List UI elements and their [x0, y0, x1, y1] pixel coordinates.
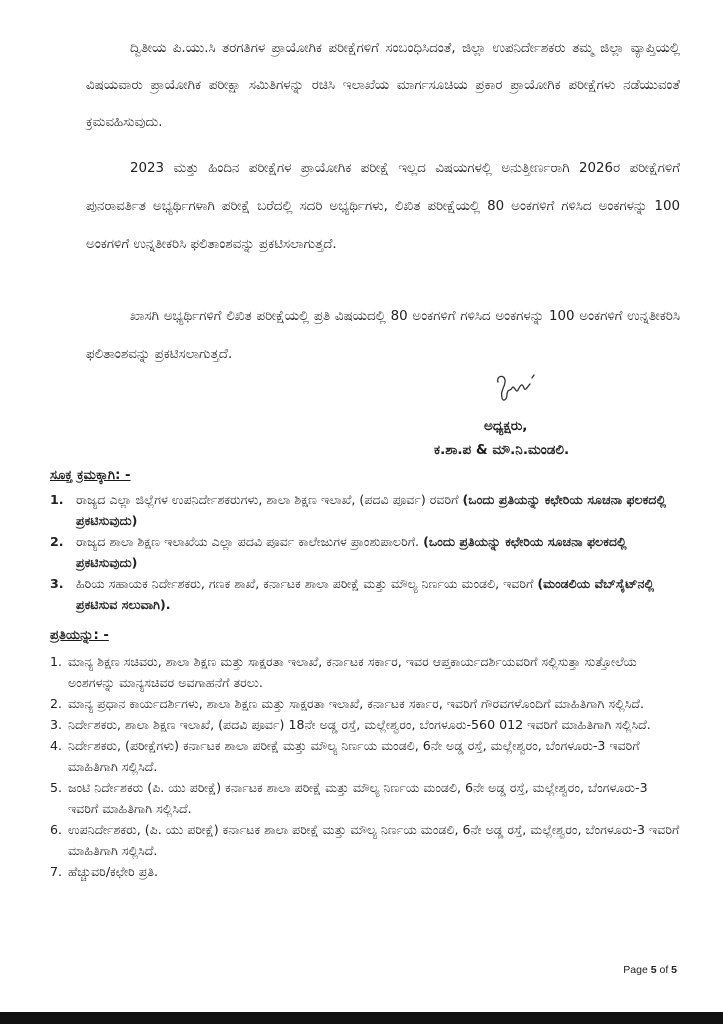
item-tail: . [165, 597, 171, 612]
total-pages: 5 [671, 964, 677, 976]
copy-list-item [50, 861, 680, 882]
item-bold-note: (ಒಂದು ಪ್ರತಿಯನ್ನು ಕಛೇರಿಯ ಸೂಚನಾ ಫಲಕದಲ್ಲಿ ಪ್ರಕಟಿಸುವುದು) [76, 534, 627, 570]
item-text: ಹಿರಿಯ ಸಹಾಯಕ ನಿರ್ದೇಶಕರು, ಗಣಕ ಶಾಖೆ, ಕರ್ನಾಟಕ ಶಾಲಾ ಪರೀಕ್ಷೆ ಮತ್ತು ಮೌಲ್ಯ ನಿರ್ಣಯ ಮಂಡಲಿ, ಇವರಿಗೆ [76, 576, 538, 591]
copy-list [50, 651, 680, 882]
paragraph-practical-exams [86, 30, 680, 141]
bottom-border-bar [0, 1012, 723, 1024]
item-text: ಮಾನ್ಯ ಪ್ರಧಾನ ಕಾರ್ಯದರ್ಶಿಗಳು, ಶಾಲಾ ಶಿಕ್ಷಣ ಮತ್ತು ಸಾಕ್ಷರತಾ ಇಲಾಖೆ, ಕರ್ನಾಟಕ ಸರ್ಕಾರ, ಇವರಿಗೆ ಗೌರವಗಳೊಂದಿಗೆ ಮಾಹಿತಿಗಾಗಿ ಸಲ್ಲಿಸಿದೆ. [68, 696, 644, 711]
paragraph-repeat-candidates [86, 150, 680, 264]
item-number: 1. [50, 654, 63, 669]
item-text: ಉಪನಿರ್ದೇಶಕರು, (ಪಿ. ಯು ಪರೀಕ್ಷೆ) ಕರ್ನಾಟಕ ಶಾಲಾ ಪರೀಕ್ಷೆ ಮತ್ತು ಮೌಲ್ಯ ನಿರ್ಣಯ ಮಂಡಲಿ, 6ನೇ ಅಡ್ಡ ರಸ್ತೆ, ಮಲ್ಲೇಶ್ವರಂ, ಬೆಂಗಳೂರು-3 ಇವರಿಗೆ ಮಾಹಿತಿಗಾಗಿ ಸಲ್ಲಿಸಿದೆ. [68, 822, 680, 858]
item-text: ನಿರ್ದೇಶಕರು, ಶಾಲಾ ಶಿಕ್ಷಣ ಇಲಾಖೆ, (ಪದವಿ ಪೂರ್ವ) 18ನೇ ಅಡ್ಡ ರಸ್ತೆ, ಮಲ್ಲೇಶ್ವರಂ, ಬೆಂಗಳೂರು-560 012 ಇವರಿಗೆ ಮಾಹಿತಿಗಾಗಿ ಸಲ್ಲಿಸಿದೆ. [68, 717, 651, 732]
page-number [623, 964, 677, 976]
item-text: ಹೆಚ್ಚುವರಿ/ಕಛೇರಿ ಪ್ರತಿ. [68, 864, 159, 879]
action-list-item [50, 489, 680, 531]
paragraph-text: ದ್ವಿತೀಯ ಪಿ.ಯು.ಸಿ ತರಗತಿಗಳ ಪ್ರಾಯೋಗಿಕ ಪರೀಕ್ಷೆಗಳಿಗೆ ಸಂಬಂಧಿಸಿದಂತೆ, ಜಿಲ್ಲಾ ಉಪನಿರ್ದೇಶಕರು ತಮ್ಮ ಜಿಲ್ಲಾ ವ್ಯಾಪ್ತಿಯಲ್ಲಿ ವಿಷಯವಾರು ಪ್ರಾಯೋಗಿಕ ಪರೀಕ್ಷಾ ಸಮಿತಿಗಳನ್ನು ರಚಿಸಿ ಇಲಾಖೆಯ ಮಾರ್ಗಸೂಚಿಯ ಪ್ರಕಾರ ಪ್ರಾಯೋಗಿಕ ಪರೀಕ್ಷೆಗಳು ನಡೆಯುವಂತೆ ಕ್ರಮವಹಿಸುವುದು. [86, 41, 680, 130]
paragraph-private-candidates [86, 298, 680, 374]
signatory-title: ಅಧ್ಯಕ್ಷರು, [484, 418, 528, 434]
copy-section-heading: ಪ್ರತಿಯನ್ನು: - [50, 628, 109, 643]
copy-list-item [50, 819, 680, 861]
item-number: 4. [50, 738, 63, 753]
item-text: ರಾಜ್ಯದ ಶಾಲಾ ಶಿಕ್ಷಣ ಇಲಾಖೆಯ ಎಲ್ಲಾ ಪದವಿ ಪೂರ್ವ ಕಾಲೇಜುಗಳ ಪ್ರಾಂಶುಪಾಲರಿಗೆ. [76, 534, 424, 549]
item-number: 6. [50, 822, 63, 837]
copy-list-item [50, 651, 680, 693]
action-list-item [50, 573, 680, 615]
item-number: 7. [50, 864, 63, 879]
page-prefix: Page [623, 964, 651, 976]
action-list [50, 489, 680, 615]
item-text: ನಿರ್ದೇಶಕರು, (ಪರೀಕ್ಷೆಗಳು) ಕರ್ನಾಟಕ ಶಾಲಾ ಪರೀಕ್ಷೆ ಮತ್ತು ಮೌಲ್ಯ ನಿರ್ಣಯ ಮಂಡಲಿ, 6ನೇ ಅಡ್ಡ ರಸ್ತೆ, ಮಲ್ಲೇಶ್ವರಂ, ಬೆಂಗಳೂರು-3 ಇವರಿಗೆ ಮಾಹಿತಿಗಾಗಿ ಸಲ್ಲಿಸಿದೆ. [68, 738, 640, 774]
item-text: ಜಂಟಿ ನಿರ್ದೇಶಕರು (ಪಿ. ಯು ಪರೀಕ್ಷೆ) ಕರ್ನಾಟಕ ಶಾಲಾ ಪರೀಕ್ಷೆ ಮತ್ತು ಮೌಲ್ಯ ನಿರ್ಣಯ ಮಂಡಲಿ, 6ನೇ ಅಡ್ಡ ರಸ್ತೆ, ಮಲ್ಲೇಶ್ವರಂ, ಬೆಂಗಳೂರು-3 ಇವರಿಗೆ ಮಾಹಿತಿಗಾಗಿ ಸಲ್ಲಿಸಿದೆ. [68, 780, 648, 816]
item-number: 3. [50, 576, 64, 591]
item-number: 1. [50, 492, 64, 507]
signatory-organization: ಕ.ಶಾ.ಪ & ಮೌ.ನಿ.ಮಂಡಲಿ. [434, 442, 570, 458]
item-bold-note: (ಮಂಡಲಿಯ ವೆಬ್‌ಸೈಟ್‌ನಲ್ಲಿ ಪ್ರಕಟಿಸುವ ಸಲುವಾಗಿ) [76, 576, 655, 612]
action-section-heading: ಸೂಕ್ತ ಕ್ರಮಕ್ಕಾಗಿ: - [50, 468, 131, 483]
page-middle: of [656, 964, 672, 976]
handwritten-signature [492, 372, 540, 406]
copy-list-item [50, 714, 680, 735]
action-list-item [50, 531, 680, 573]
paragraph-text: 2023 ಮತ್ತು ಹಿಂದಿನ ಪರೀಕ್ಷೆಗಳ ಪ್ರಾಯೋಗಿಕ ಪರೀಕ್ಷೆ ಇಲ್ಲದ ವಿಷಯಗಳಲ್ಲಿ ಅನುತ್ತೀರ್ಣರಾಗಿ 2026ರ ಪರೀಕ್ಷೆಗಳಿಗೆ ಪುನರಾವರ್ತಿತ ಅಭ್ಯರ್ಥಿಗಳಾಗಿ ಪರೀಕ್ಷೆ ಬರೆದಲ್ಲಿ ಸದರಿ ಅಭ್ಯರ್ಥಿಗಳು, ಲಿಖಿತ ಪರೀಕ್ಷೆಯಲ್ಲಿ 80 ಅಂಕಗಳಿಗೆ ಗಳಿಸಿದ ಅಂಕಗಳನ್ನು 100 ಅಂಕಗಳಿಗೆ ಉನ್ನತೀಕರಿಸಿ ಫಲಿತಾಂಶವನ್ನು ಪ್ರಕಟಿಸಲಾಗುತ್ತದೆ. [86, 161, 680, 252]
item-text: ರಾಜ್ಯದ ಎಲ್ಲಾ ಜಿಲ್ಲೆಗಳ ಉಪನಿರ್ದೇಶಕರುಗಳು, ಶಾಲಾ ಶಿಕ್ಷಣ ಇಲಾಖೆ, (ಪದವಿ ಪೂರ್ವ) ರವರಿಗೆ [76, 492, 463, 507]
copy-list-item [50, 693, 680, 714]
copy-list-item [50, 735, 680, 777]
item-number: 2. [50, 534, 64, 549]
item-number: 3. [50, 717, 63, 732]
copy-list-item [50, 777, 680, 819]
item-number: 2. [50, 696, 63, 711]
item-text: ಮಾನ್ಯ ಶಿಕ್ಷಣ ಸಚಿವರು, ಶಾಲಾ ಶಿಕ್ಷಣ ಮತ್ತು ಸಾಕ್ಷರತಾ ಇಲಾಖೆ, ಕರ್ನಾಟಕ ಸರ್ಕಾರ, ಇವರ ಆಪ್ತಕಾರ್ಯದರ್ಶಿಯವರಿಗೆ ಸಲ್ಲಿಸುತ್ತಾ ಸುತ್ತೋಲೆಯ ಅಂಶಗಳನ್ನು ಮಾನ್ಯಸಚಿವರ ಅವಗಾಹನೆಗೆ ತರಲು. [68, 654, 637, 690]
current-page: 5 [650, 964, 657, 976]
item-number: 5. [50, 780, 63, 795]
paragraph-text: ಖಾಸಗಿ ಅಭ್ಯರ್ಥಿಗಳಿಗೆ ಲಿಖಿತ ಪರೀಕ್ಷೆಯಲ್ಲಿ ಪ್ರತಿ ವಿಷಯದಲ್ಲಿ 80 ಅಂಕಗಳಿಗೆ ಗಳಿಸಿದ ಅಂಕಗಳನ್ನು 100 ಅಂಕಗಳಿಗೆ ಉನ್ನತೀಕರಿಸಿ ಫಲಿತಾಂಶವನ್ನು ಪ್ರಕಟಿಸಲಾಗುತ್ತದೆ. [86, 309, 680, 362]
item-bold-note: (ಒಂದು ಪ್ರತಿಯನ್ನು ಕಛೇರಿಯ ಸೂಚನಾ ಫಲಕದಲ್ಲಿ ಪ್ರಕಟಿಸುವುದು) [76, 492, 666, 528]
